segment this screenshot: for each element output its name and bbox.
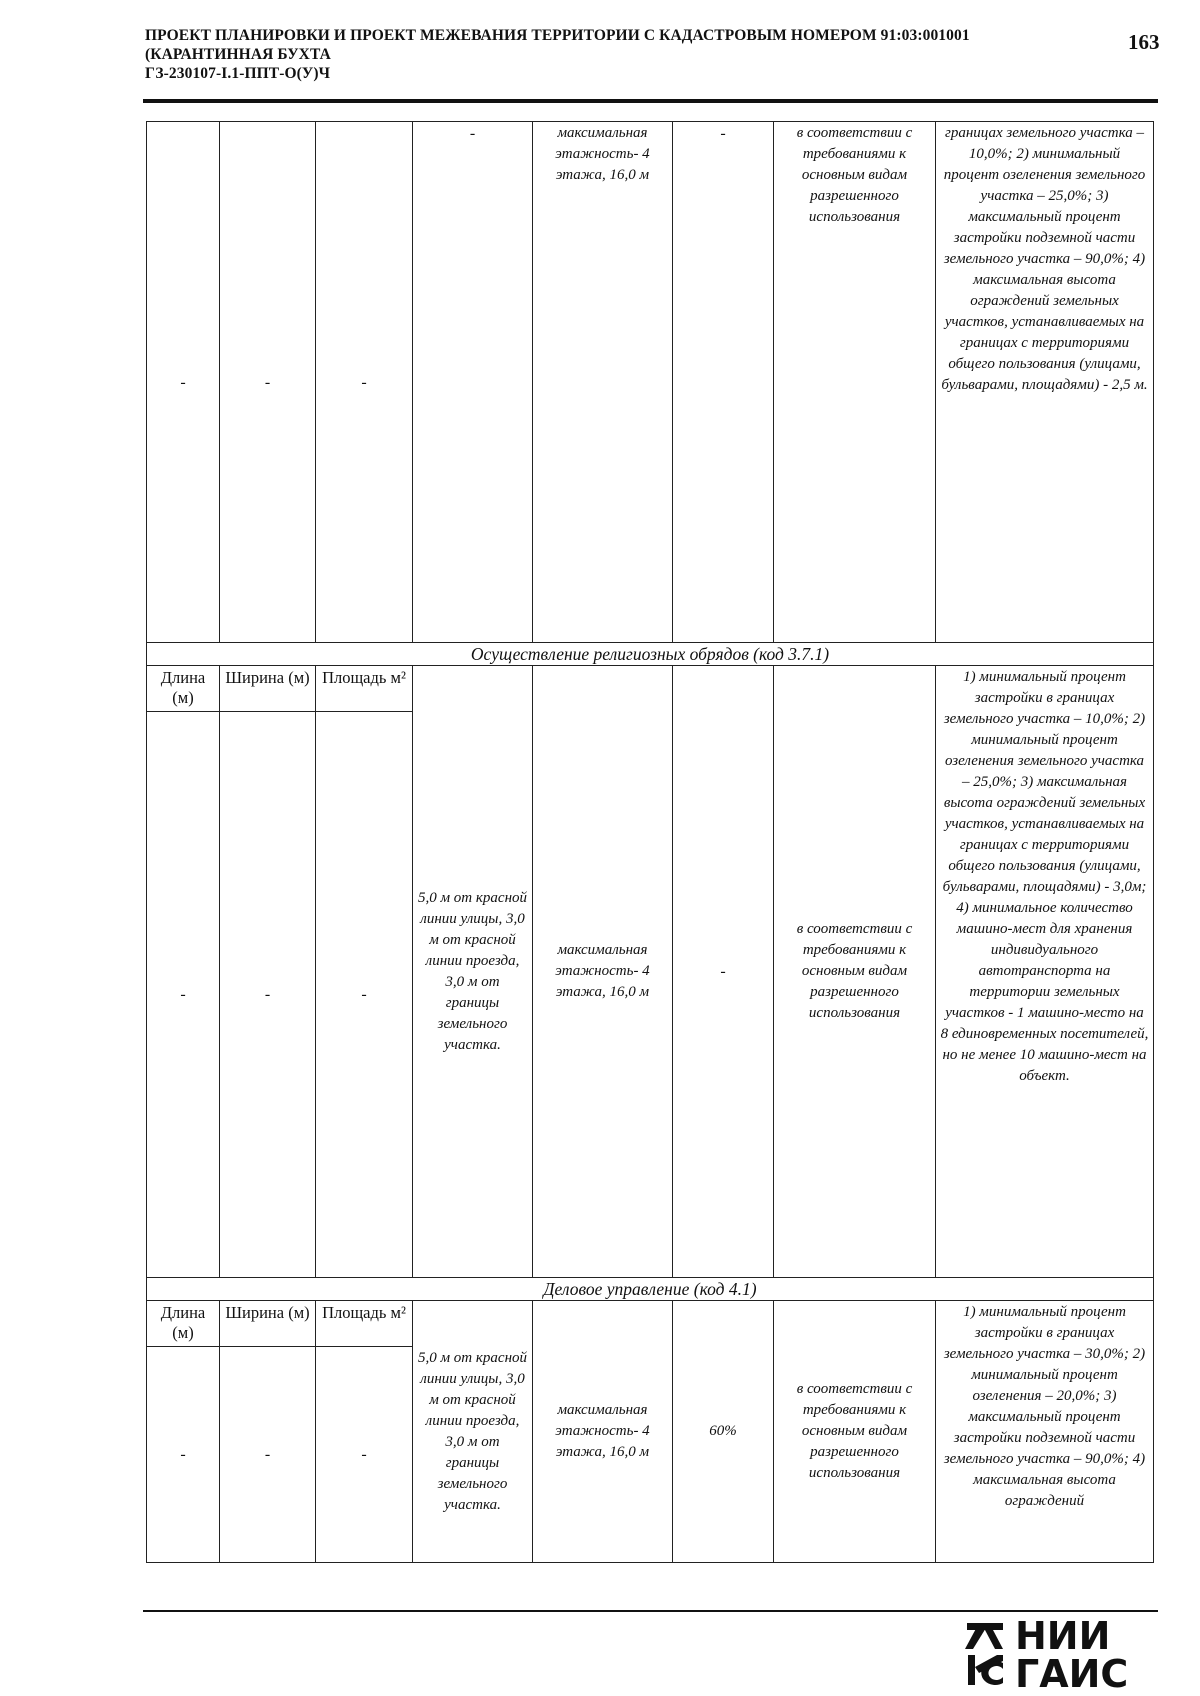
- cell-params: границах земельного участка – 10,0%; 2) минимальный процент озеленения земельного участка – 25,0%; 3) максимальный процент застройки подземной части земельного участка – 90,0%; 4) максимальная высота ограждений земельных участков, устанавливаемых на границах с территориями общего пользования (улицами, бульварами, площадями) - 2,5 м.: [936, 122, 1154, 643]
- footer-rule: [143, 1610, 1158, 1612]
- col-header-width: Ширина (м): [220, 1301, 316, 1347]
- col-header-area: Площадь м²: [316, 1301, 413, 1347]
- niigais-logo: [965, 1617, 1170, 1689]
- cell-length: -: [147, 1347, 220, 1563]
- cell-other: в соответствии с требованиями к основным видам разрешенного использования: [774, 122, 936, 643]
- cell-other: в соответствии с требованиями к основным видам разрешенного использования: [774, 1301, 936, 1563]
- cell-length: -: [147, 712, 220, 1278]
- cell-area: -: [316, 122, 413, 643]
- table-row: [147, 122, 1154, 643]
- section-title: Осуществление религиозных обрядов (код 3.7.1): [147, 643, 1154, 666]
- cell-other: в соответствии с требованиями к основным видам разрешенного использования: [774, 666, 936, 1278]
- cell-width: -: [220, 1347, 316, 1563]
- cell-length: -: [147, 122, 220, 643]
- col-header-length: Длина (м): [147, 1301, 220, 1347]
- cell-width: -: [220, 122, 316, 643]
- cell-floors: максимальная этажность- 4 этажа, 16,0 м: [533, 1301, 673, 1563]
- regulations-table: [146, 121, 1154, 1563]
- cell-coverage: -: [673, 666, 774, 1278]
- section-title-row: [147, 1278, 1154, 1301]
- cell-params: 1) минимальный процент застройки в границах земельного участка – 10,0%; 2) минимальный процент озеленения земельного участка – 25,0%; 3) максимальная высота ограждений земельных участков, устанавливаемых на границах с территориями общего пользования (улицами, бульварами, площадями) - 3,0м; 4) минимальное количество машино-мест для хранения индивидуального автотранспорта на территории земельных участков - 1 машино-место на 8 единовременных посетителей, но не менее 10 машино-мест на объект.: [936, 666, 1154, 1278]
- col-header-width: Ширина (м): [220, 666, 316, 712]
- table-row: [147, 666, 1154, 712]
- header-title-line1: ПРОЕКТ ПЛАНИРОВКИ И ПРОЕКТ МЕЖЕВАНИЯ ТЕРРИТОРИИ С КАДАСТРОВЫМ НОМЕРОМ 91:03:001001: [145, 27, 970, 44]
- table-row: [147, 1301, 1154, 1347]
- cell-floors: максимальная этажность- 4 этажа, 16,0 м: [533, 122, 673, 643]
- cell-setback: 5,0 м от красной линии улицы, 3,0 м от красной линии проезда, 3,0 м от границы земельного участка.: [413, 1301, 533, 1563]
- page-number: 163: [1128, 30, 1160, 54]
- cell-setback: 5,0 м от красной линии улицы, 3,0 м от красной линии проезда, 3,0 м от границы земельного участка.: [413, 666, 533, 1278]
- cell-coverage: 60%: [673, 1301, 774, 1563]
- cell-coverage: -: [673, 122, 774, 643]
- col-header-length: Длина (м): [147, 666, 220, 712]
- header-title-line2: (КАРАНТИННАЯ БУХТА: [145, 46, 331, 63]
- section-title-row: [147, 643, 1154, 666]
- header-doc-code: ГЗ-230107-I.1-ППТ-О(У)Ч: [145, 65, 331, 82]
- cell-params: 1) минимальный процент застройки в границах земельного участка – 30,0%; 2) минимальный процент озеленения – 20,0%; 3) максимальный процент застройки подземной части земельного участка – 90,0%; 4) максимальная высота ограждений: [936, 1301, 1154, 1563]
- header-rule: [143, 99, 1158, 103]
- cell-setback: -: [413, 122, 533, 643]
- cell-area: -: [316, 712, 413, 1278]
- section-title: Деловое управление (код 4.1): [147, 1278, 1154, 1301]
- cell-area: -: [316, 1347, 413, 1563]
- logo-text-bottom: ГАИС: [1015, 1652, 1129, 1689]
- logo-text-top: НИИ: [1015, 1617, 1111, 1658]
- cell-floors: максимальная этажность- 4 этажа, 16,0 м: [533, 666, 673, 1278]
- document-header: [145, 26, 1095, 83]
- col-header-area: Площадь м²: [316, 666, 413, 712]
- cell-width: -: [220, 712, 316, 1278]
